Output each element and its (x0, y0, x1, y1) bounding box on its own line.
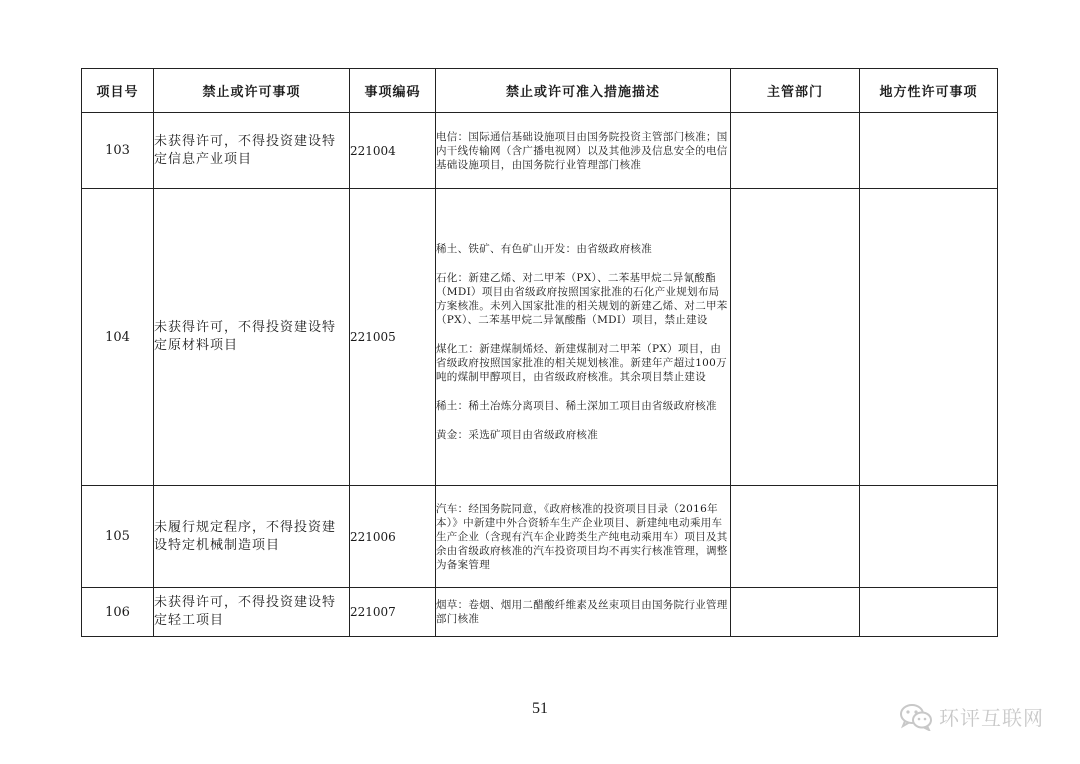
row-item-name: 未获得许可，不得投资建设特定信息产业项目 (154, 113, 350, 189)
table-row (82, 189, 998, 486)
description-paragraph: 石化：新建乙烯、对二甲苯（PX）、二苯基甲烷二异氰酸酯（MDI）项目由省级政府按照国家批准的石化产业规划布局方案核准。未列入国家批准的相关规划的新建乙烯、对二甲苯（PX）、二苯基甲烷二异氰酸酯（MDI）项目，禁止建设 (436, 272, 728, 326)
description-paragraph: 稀土、铁矿、有色矿山开发：由省级政府核准 (436, 243, 652, 255)
description-paragraph: 稀土：稀土冶炼分离项目、稀土深加工项目由省级政府核准 (436, 400, 717, 412)
description-paragraph: 煤化工：新建煤制烯烃、新建煤制对二甲苯（PX）项目，由省级政府按照国家批准的相关规划核准。新建年产超过100万吨的煤制甲醇项目，由省级政府核准。其余项目禁止建设 (436, 343, 727, 383)
row-department (731, 588, 860, 637)
row-description (436, 588, 731, 637)
row-local-permit (860, 486, 998, 588)
row-item-name: 未获得许可，不得投资建设特定原材料项目 (154, 189, 350, 486)
table-row (82, 113, 998, 189)
table-row (82, 486, 998, 588)
row-local-permit (860, 588, 998, 637)
row-department (731, 113, 860, 189)
row-item-code: 221007 (350, 588, 436, 637)
header-description: 禁止或许可准入措施描述 (436, 69, 731, 113)
row-item-code: 221005 (350, 189, 436, 486)
table-row (82, 588, 998, 637)
row-item-code: 221004 (350, 113, 436, 189)
row-description (436, 189, 731, 486)
wechat-icon (899, 703, 933, 731)
row-item-code: 221006 (350, 486, 436, 588)
page-number: 51 (532, 700, 548, 717)
description-paragraph: 烟草：卷烟、烟用二醋酸纤维素及丝束项目由国务院行业管理部门核准 (436, 599, 728, 625)
watermark (899, 702, 1044, 731)
description-paragraph: 汽车：经国务院同意，《政府核准的投资项目目录（2016年本）》中新建中外合资轿车生产企业项目、新建纯电动乘用车生产企业（含现有汽车企业跨类生产纯电动乘用车）项目及其余由省级政府核准的汽车投资项目均不再实行核准管理，调整为备案管理 (436, 502, 728, 571)
description-paragraph: 黄金：采选矿项目由省级政府核准 (436, 429, 598, 441)
regulation-table (81, 68, 998, 637)
header-item-name: 禁止或许可事项 (154, 69, 350, 113)
row-local-permit (860, 189, 998, 486)
row-description (436, 113, 731, 189)
row-item-no: 106 (82, 588, 154, 637)
row-description (436, 486, 731, 588)
row-department (731, 486, 860, 588)
row-item-no: 103 (82, 113, 154, 189)
row-item-name: 未获得许可，不得投资建设特定轻工项目 (154, 588, 350, 637)
table-header-row (82, 69, 998, 113)
row-department (731, 189, 860, 486)
description-paragraph: 电信：国际通信基础设施项目由国务院投资主管部门核准；国内干线传输网（含广播电视网）以及其他涉及信息安全的电信基础设施项目，由国务院行业管理部门核准 (436, 130, 728, 171)
header-local-permit: 地方性许可事项 (860, 69, 998, 113)
header-item-code: 事项编码 (350, 69, 436, 113)
header-department: 主管部门 (731, 69, 860, 113)
row-item-name: 未履行规定程序，不得投资建设特定机械制造项目 (154, 486, 350, 588)
header-item-no: 项目号 (82, 69, 154, 113)
row-item-no: 105 (82, 486, 154, 588)
row-local-permit (860, 113, 998, 189)
row-item-no: 104 (82, 189, 154, 486)
watermark-text: 环评互联网 (939, 706, 1044, 730)
